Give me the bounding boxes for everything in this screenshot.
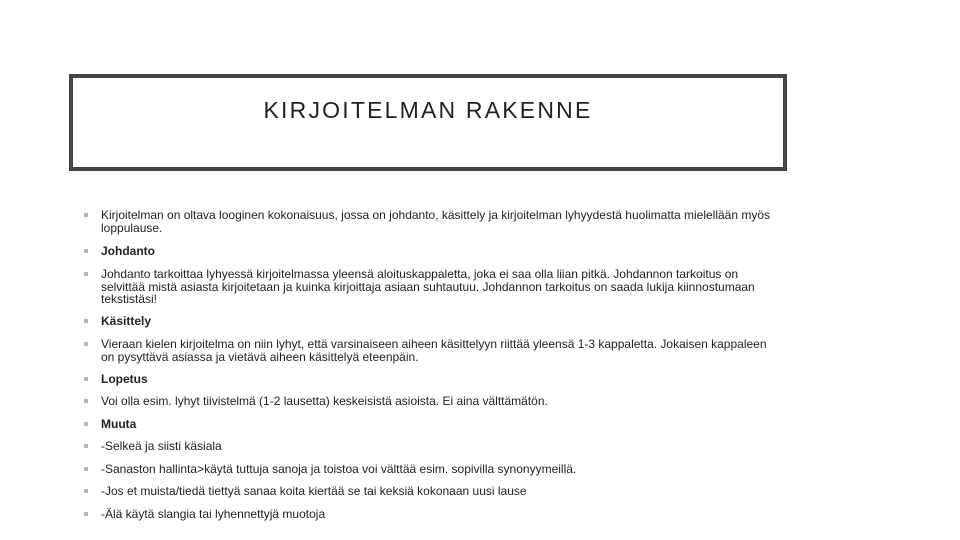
bullet-item-muuta-1 (84, 440, 784, 453)
bullet-marker (84, 489, 88, 493)
bullet-heading: Muuta (101, 417, 137, 431)
bullet-item-muuta-heading (84, 418, 784, 431)
bullet-heading: Lopetus (101, 372, 148, 386)
bullet-marker (84, 512, 88, 516)
bullet-item-kasittely-heading (84, 315, 784, 328)
bullet-item-lopetus-heading (84, 373, 784, 386)
bullet-text: Vieraan kielen kirjoitelma on niin lyhyt, että varsinaiseen aiheen käsittelyyn riittää yleensä 1-3 kappaletta. Jokaisen kappaleen on pysyttävä asiassa ja vietävä aiheen käsittelyä eteenpäin. (101, 337, 767, 364)
bullet-item-intro (84, 209, 784, 234)
bullet-item-lopetus-text (84, 395, 784, 408)
bullet-item-muuta-3 (84, 485, 784, 498)
bullet-text: -Älä käytä slangia tai lyhennettyjä muotoja (101, 507, 326, 521)
slide-title: KIRJOITELMAN RAKENNE (263, 97, 593, 123)
bullet-marker (84, 319, 88, 323)
bullet-marker (84, 213, 88, 217)
bullet-heading: Johdanto (101, 244, 155, 258)
bullet-text: -Sanaston hallinta>käytä tuttuja sanoja ja toistoa voi välttää esim. sopivilla synonyymeillä. (101, 462, 577, 476)
bullet-marker (84, 342, 88, 346)
bullet-item-johdanto-heading (84, 245, 784, 258)
bullet-item-muuta-2 (84, 463, 784, 476)
title-box (69, 74, 787, 171)
bullet-item-kasittely-text (84, 338, 784, 363)
bullet-item-johdanto-text (84, 268, 784, 306)
bullet-text: -Jos et muista/tiedä tiettyä sanaa koita kiertää se tai keksiä kokonaan uusi lause (101, 484, 527, 498)
bullet-marker (84, 249, 88, 253)
bullet-marker (84, 467, 88, 471)
bullet-heading: Käsittely (101, 314, 152, 328)
bullet-marker (84, 399, 88, 403)
bullet-text: -Selkeä ja siisti käsiala (101, 439, 222, 453)
bullet-text: Voi olla esim. lyhyt tiivistelmä (1-2 lausetta) keskeisistä asioista. Ei aina välttämätön. (101, 394, 548, 408)
bullet-marker (84, 422, 88, 426)
bullet-marker (84, 272, 88, 276)
bullet-marker (84, 377, 88, 381)
bullet-text: Johdanto tarkoittaa lyhyessä kirjoitelmassa yleensä aloituskappaletta, joka ei saa olla liian pitkä. Johdannon tarkoitus on selvittää mistä asiasta kirjoitetaan ja kuinka kirjoittaja asiaan suhtautuu. Johdannon tarkoitus on saada lukija kiinnostumaan tekstistäsi! (101, 267, 755, 306)
bullet-item-muuta-4 (84, 508, 784, 521)
bullet-text: Kirjoitelman on oltava looginen kokonaisuus, jossa on johdanto, käsittely ja kirjoitelman lyhyydestä huolimatta mielellään myös loppulause. (101, 208, 771, 235)
bullet-marker (84, 444, 88, 448)
